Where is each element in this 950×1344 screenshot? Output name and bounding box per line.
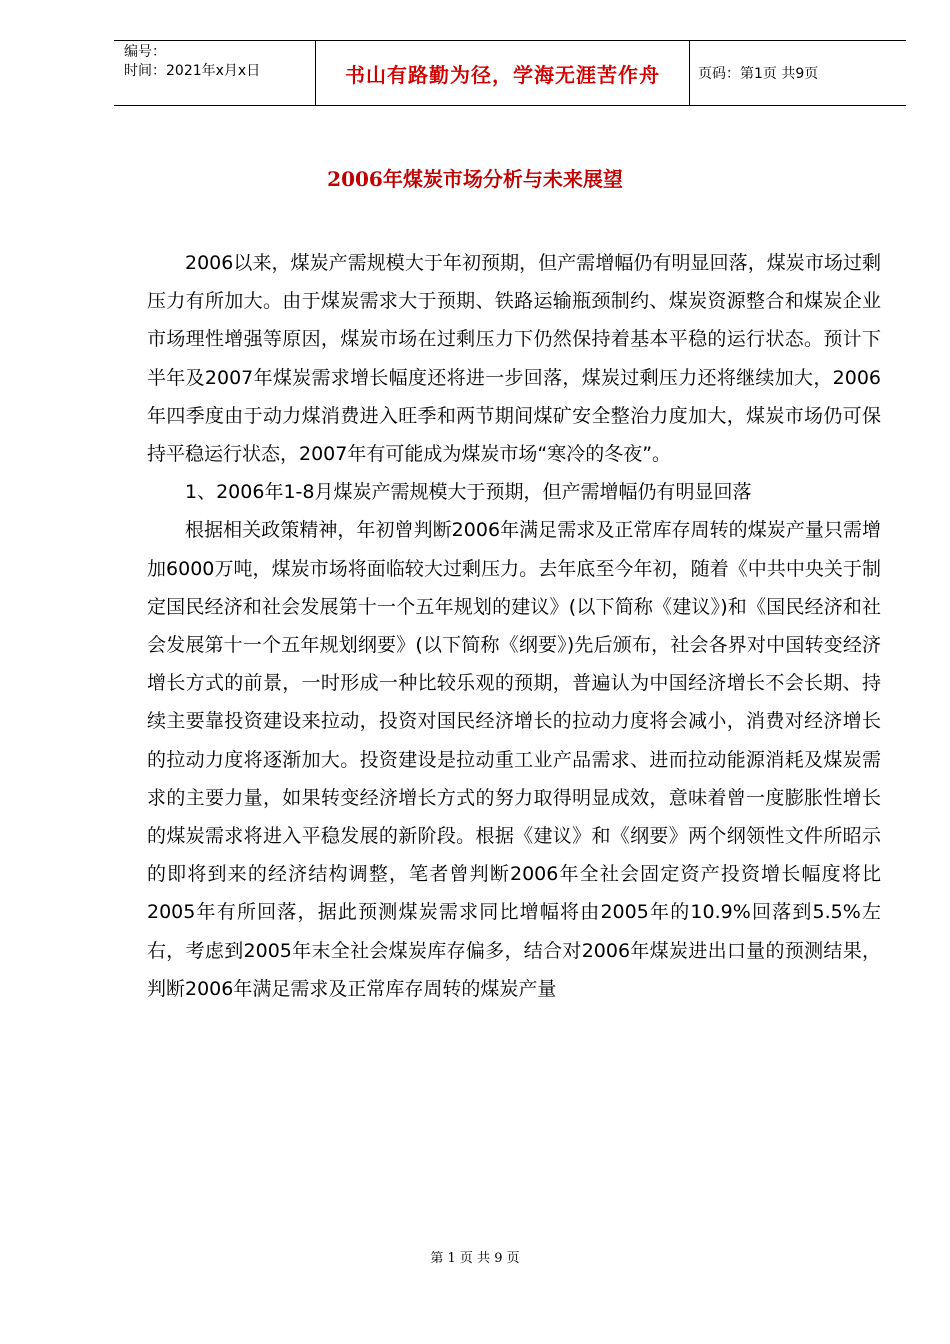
document-title: 2006年煤炭市场分析与未来展望 <box>327 167 623 191</box>
header-page-info: 页码：第1页 共9页 <box>698 66 819 82</box>
paragraph-intro: 2006以来，煤炭产需规模大于年初预期，但产需增幅仍有明显回落，煤炭市场过剩压力有所加大。由于煤炭需求大于预期、铁路运输瓶颈制约、煤炭资源整合和煤炭企业市场理性增强等原因，煤炭市场在过剩压力下仍然保持着基本平稳的运行状态。预计下半年及2007年煤炭需求增长幅度还将进一步回落，煤炭过剩压力还将继续加大，2006年四季度由于动力煤消费进入旺季和两节期间煤矿安全整治力度加大，煤炭市场仍可保持平稳运行状态，2007年有可能成为煤炭市场“寒冷的冬夜”。 <box>147 252 881 466</box>
page-footer: 第 1 页 共 9 页 <box>430 1251 520 1266</box>
section-heading-1: 1、2006年1-8月煤炭产需规模大于预期，但产需增幅仍有明显回落 <box>185 481 752 504</box>
document-body <box>147 244 881 1008</box>
page-header <box>114 40 906 106</box>
time-label: 时间：2021年x月x日 <box>124 63 261 79</box>
header-meta <box>114 41 316 105</box>
paragraph-section-1: 根据相关政策精神，年初曾判断2006年满足需求及正常库存周转的煤炭产量只需增加6000万吨，煤炭市场将面临较大过剩压力。去年底至今年初，随着《中共中央关于制定国民经济和社会发展第十一个五年规划的建议》(以下简称《建议》)和《国民经济和社会发展第十一个五年规划纲要》(以下简称《纲要》)先后颁布，社会各界对中国转变经济增长方式的前景，一时形成一种比较乐观的预期，普遍认为中国经济增长不会长期、持续主要靠投资建设来拉动，投资对国民经济增长的拉动力度将会减小，消费对经济增长的拉动力度将逐渐加大。投资建设是拉动重工业产品需求、进而拉动能源消耗及煤炭需求的主要力量，如果转变经济增长方式的努力取得明显成效，意味着曾一度膨胀性增长的煤炭需求将进入平稳发展的新阶段。根据《建议》和《纲要》两个纲领性文件所昭示的即将到来的经济结构调整，笔者曾判断2006年全社会固定资产投资增长幅度将比2005年有所回落，据此预测煤炭需求同比增幅将由2005年的10.9%回落到5.5%左右，考虑到2005年末全社会煤炭库存偏多，结合对2006年煤炭进出口量的预测结果，判断2006年满足需求及正常库存周转的煤炭产量 <box>147 519 881 1000</box>
header-motto: 书山有路勤为径，学海无涯苦作舟 <box>316 41 690 105</box>
number-label: 编号： <box>124 44 166 60</box>
